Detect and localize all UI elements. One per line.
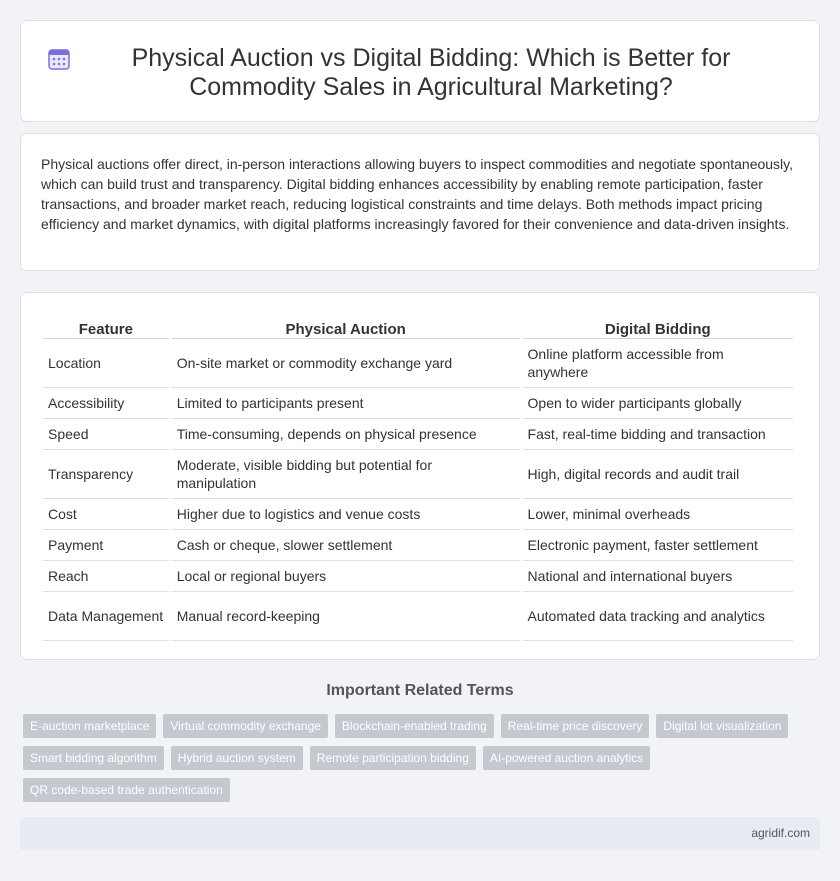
summary-card [20, 133, 820, 271]
cell-physical: Moderate, visible bidding but potential for manipulation [172, 450, 520, 499]
cell-feature: Accessibility [43, 388, 169, 419]
cell-digital: Open to wider participants globally [523, 388, 793, 419]
related-term-tag[interactable]: Hybrid auction system [171, 746, 303, 770]
cell-physical: Limited to participants present [172, 388, 520, 419]
table-row [43, 499, 793, 530]
cell-feature: Reach [43, 561, 169, 592]
cell-digital: National and international buyers [523, 561, 793, 592]
table-row [43, 530, 793, 561]
cell-physical: On-site market or commodity exchange yard [172, 339, 520, 388]
header-card [20, 20, 820, 122]
cell-feature: Cost [43, 499, 169, 530]
cell-digital: Fast, real-time bidding and transaction [523, 419, 793, 450]
cell-feature: Payment [43, 530, 169, 561]
cell-feature: Location [43, 339, 169, 388]
page-title: Physical Auction vs Digital Bidding: Which is Better for Commodity Sales in Agricultural Marketing? [131, 44, 731, 101]
cell-feature: Data Management [43, 592, 169, 641]
related-term-tag[interactable]: AI-powered auction analytics [483, 746, 650, 770]
cell-physical: Higher due to logistics and venue costs [172, 499, 520, 530]
comparison-table-card [20, 292, 820, 660]
cell-digital: Electronic payment, faster settlement [523, 530, 793, 561]
cell-physical: Local or regional buyers [172, 561, 520, 592]
comparison-table [40, 309, 796, 641]
table-row [43, 561, 793, 592]
cell-physical: Manual record-keeping [172, 592, 520, 641]
table-header-row [43, 309, 793, 339]
cell-digital: High, digital records and audit trail [523, 450, 793, 499]
related-term-tag[interactable]: Smart bidding algorithm [23, 746, 164, 770]
related-term-tag[interactable]: Blockchain-enabled trading [335, 714, 494, 738]
cell-feature: Transparency [43, 450, 169, 499]
header-physical-auction: Physical Auction [172, 309, 520, 339]
related-terms-title: Important Related Terms [326, 682, 514, 699]
cell-physical: Time-consuming, depends on physical presence [172, 419, 520, 450]
table-row [43, 339, 793, 388]
cell-digital: Lower, minimal overheads [523, 499, 793, 530]
cell-physical: Cash or cheque, slower settlement [172, 530, 520, 561]
table-row [43, 450, 793, 499]
related-term-tag[interactable]: QR code-based trade authentication [23, 778, 230, 802]
header-digital-bidding: Digital Bidding [523, 309, 793, 339]
related-term-tag[interactable]: Real-time price discovery [501, 714, 650, 738]
related-term-tag[interactable]: Virtual commodity exchange [163, 714, 328, 738]
related-term-tag[interactable]: Digital lot visualization [656, 714, 788, 738]
related-term-tag[interactable]: Remote participation bidding [310, 746, 476, 770]
table-row [43, 388, 793, 419]
footer-bar [20, 817, 820, 850]
table-row [43, 419, 793, 450]
cell-feature: Speed [43, 419, 169, 450]
cell-digital: Automated data tracking and analytics [523, 592, 793, 641]
cell-digital: Online platform accessible from anywhere [523, 339, 793, 388]
header-feature: Feature [43, 309, 169, 339]
footer-site-link[interactable]: agridif.com [751, 826, 810, 840]
summary-text: Physical auctions offer direct, in-person interactions allowing buyers to inspect commodities and negotiate spontaneously, which can build trust and transparency. Digital bidding enhances accessibility by enabling remote participation, faster transactions, and broader market reach, reducing logistical constraints and time delays. Both methods impact pricing efficiency and market dynamics, with digital platforms increasingly favored for their convenience and data-driven insights. [41, 156, 794, 232]
related-terms-tags [23, 714, 823, 810]
table-row [43, 592, 793, 641]
related-term-tag[interactable]: E-auction marketplace [23, 714, 156, 738]
calendar-grid-icon [47, 47, 71, 71]
